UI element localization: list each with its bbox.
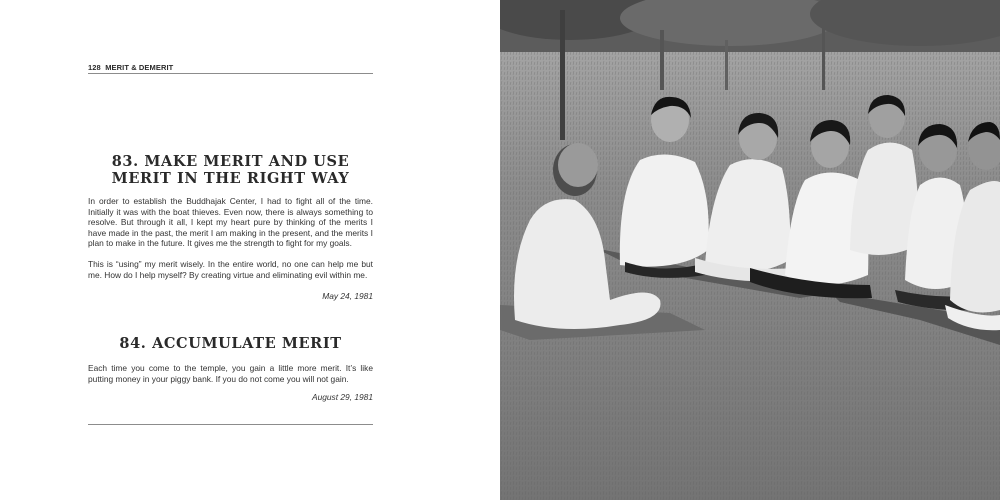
header-rule: [88, 73, 373, 74]
section-83-heading-line1: 83. MAKE MERIT AND USE: [111, 153, 350, 170]
section-83-paragraph-2: This is “using” my merit wisely. In the entire world, no one can help me but me. How do I help myself? By creating virtue and eliminating evil within me.: [88, 259, 373, 280]
section-84-heading: 84. ACCUMULATE MERIT: [119, 335, 342, 352]
section-83-paragraph-1: In order to establish the Buddhajak Center, I had to fight all of the time. Initially it was with the boat thieves. Even now, there is always something to resolve. But through it all, I kept my heart pure by thinking of the merits I have made in the past, the merit I am making in the present, and the merits I plan to make in the future. It gives me the strength to fight for my goals.: [88, 196, 373, 249]
photo-right-page: [500, 0, 1000, 500]
chapter-title: MERIT & DEMERIT: [105, 63, 174, 72]
section-83-heading-line2: MERIT IN THE RIGHT WAY: [111, 170, 350, 187]
section-84-paragraph-1: Each time you come to the temple, you gain a little more merit. It’s like putting money in your piggy bank. If you do not come you will not gain.: [88, 363, 373, 384]
tree-trunk: [560, 10, 565, 140]
section-83-heading: [88, 153, 373, 187]
running-header: [88, 63, 373, 72]
page-number: 128: [88, 63, 101, 72]
photo-illustration: [500, 0, 1000, 500]
section-83-date: May 24, 1981: [322, 291, 373, 301]
bottom-rule: [88, 424, 373, 425]
section-84-date: August 29, 1981: [311, 392, 373, 402]
